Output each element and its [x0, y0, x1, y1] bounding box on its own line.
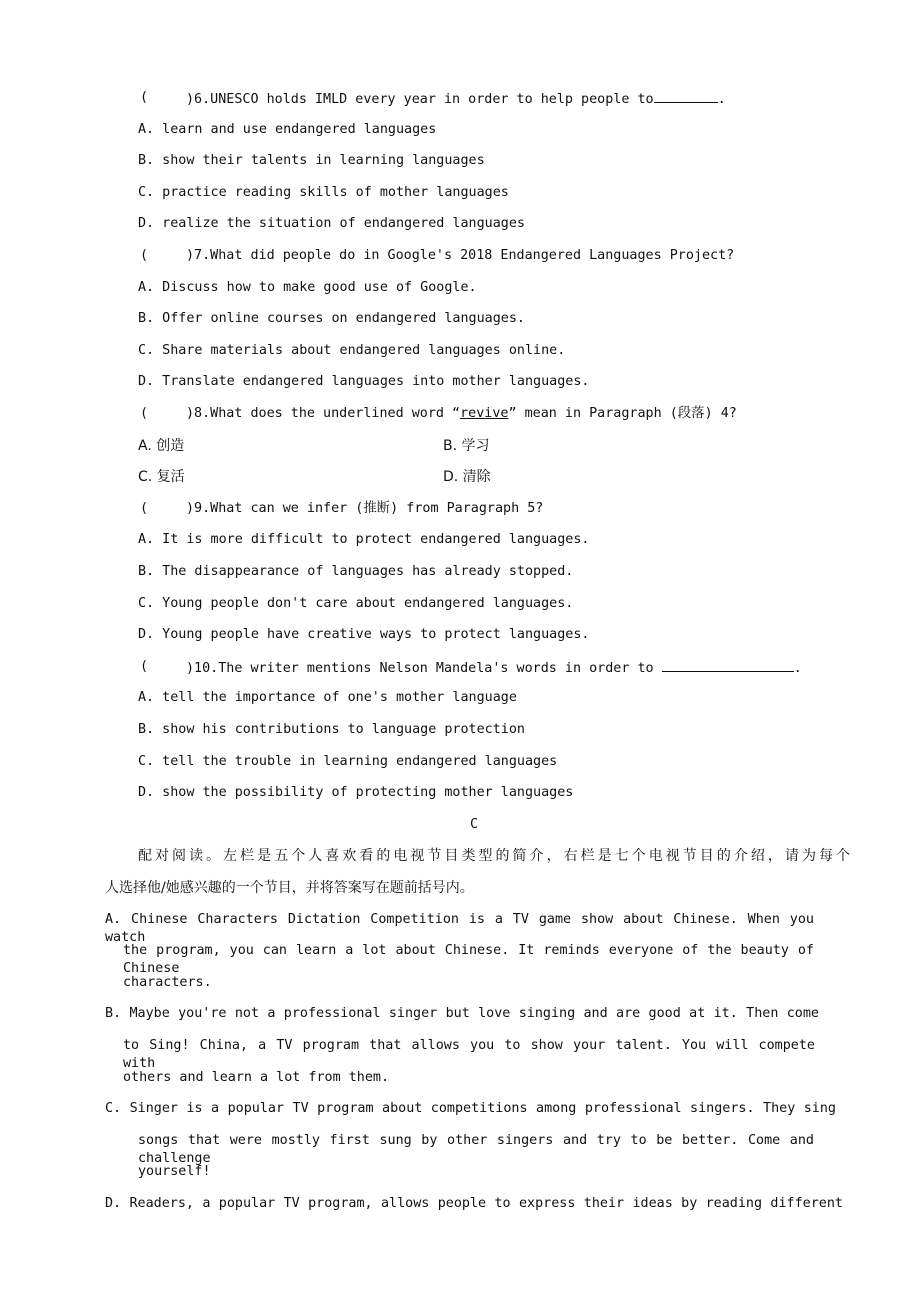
question-text: )10.The writer mentions Nelson Mandela's words in order to: [186, 660, 662, 676]
option: D. show the possibility of protecting mother languages: [138, 785, 574, 801]
answer-paren: (: [140, 248, 149, 263]
question-stem: [186, 247, 734, 265]
program-description: C. Singer is a popular TV program about competitions among professional singers. They sing: [105, 1101, 836, 1117]
program-description: characters.: [123, 974, 212, 990]
option: D. 清除: [443, 469, 491, 486]
answer-blank: [662, 658, 794, 672]
program-description: A. Chinese Characters Dictation Competition is a TV game show about Chinese. When you watch: [105, 911, 814, 945]
question-text-end: .: [793, 660, 802, 676]
option: D. Translate endangered languages into mother languages.: [138, 374, 590, 390]
question-stem: [186, 658, 802, 676]
answer-blank: [654, 89, 718, 103]
question-text: )9.What can we infer (推断) from Paragraph 5?: [186, 500, 544, 516]
program-description: songs that were mostly first sung by other singers and try to be better. Come and challenge: [138, 1132, 814, 1166]
question-stem: [186, 500, 543, 518]
answer-paren: (: [140, 406, 149, 421]
question-stem: [186, 89, 726, 107]
question-text-end: .: [717, 92, 726, 107]
question-text-end: ” mean in Paragraph (段落) 4?: [508, 406, 737, 421]
option: A. tell the importance of one's mother language: [138, 690, 517, 706]
option: A. learn and use endangered languages: [138, 121, 437, 137]
program-description: D. Readers, a popular TV program, allows people to express their ideas by reading different: [105, 1196, 843, 1211]
question-stem: [186, 405, 737, 423]
program-description: yourself!: [138, 1164, 211, 1180]
option: B. 学习: [443, 437, 490, 454]
option: C. practice reading skills of mother languages: [138, 184, 509, 200]
question-text: )7.What did people do in Google's 2018 Endangered Languages Project?: [186, 248, 735, 263]
option: A. 创造: [138, 437, 185, 454]
program-description: the program, you can learn a lot about Chinese. It reminds everyone of the beauty of Chinese: [123, 943, 814, 977]
option: D. realize the situation of endangered languages: [138, 216, 525, 232]
option: C. 复活: [138, 469, 185, 486]
option: B. Offer online courses on endangered languages.: [138, 311, 525, 327]
answer-paren: (: [140, 500, 149, 516]
option: A. It is more difficult to protect endangered languages.: [138, 532, 590, 548]
option: D. Young people have creative ways to protect languages.: [138, 627, 590, 643]
option: B. The disappearance of languages has already stopped.: [138, 564, 574, 579]
option: B. show their talents in learning languages: [138, 153, 485, 169]
program-description: others and learn a lot from them.: [123, 1069, 390, 1085]
program-description: to Sing! China, a TV program that allows you to show your talent. You will compete with: [123, 1038, 815, 1071]
question-text: )8.What does the underlined word “: [186, 406, 461, 421]
section-heading: C: [470, 816, 479, 832]
option: A. Discuss how to make good use of Google.: [138, 279, 477, 295]
option: C. Young people don't care about endangered languages.: [138, 595, 574, 611]
underlined-word: revive: [460, 406, 509, 421]
instructions: 配对阅读。左栏是五个人喜欢看的电视节目类型的简介，右栏是七个电视节目的介绍，请为每个: [138, 848, 850, 865]
instructions: 人选择他/她感兴趣的一个节目，并将答案写在题前括号内。: [105, 880, 474, 896]
option: B. show his contributions to language protection: [138, 722, 525, 737]
option: C. tell the trouble in learning endangered languages: [138, 753, 558, 769]
program-description: B. Maybe you're not a professional singer but love singing and are good at it. Then come: [105, 1006, 819, 1022]
answer-paren: (: [140, 658, 149, 674]
answer-paren: (: [140, 90, 149, 105]
option: C. Share materials about endangered languages online.: [138, 342, 566, 358]
question-text: )6.UNESCO holds IMLD every year in order to help people to: [186, 92, 654, 107]
